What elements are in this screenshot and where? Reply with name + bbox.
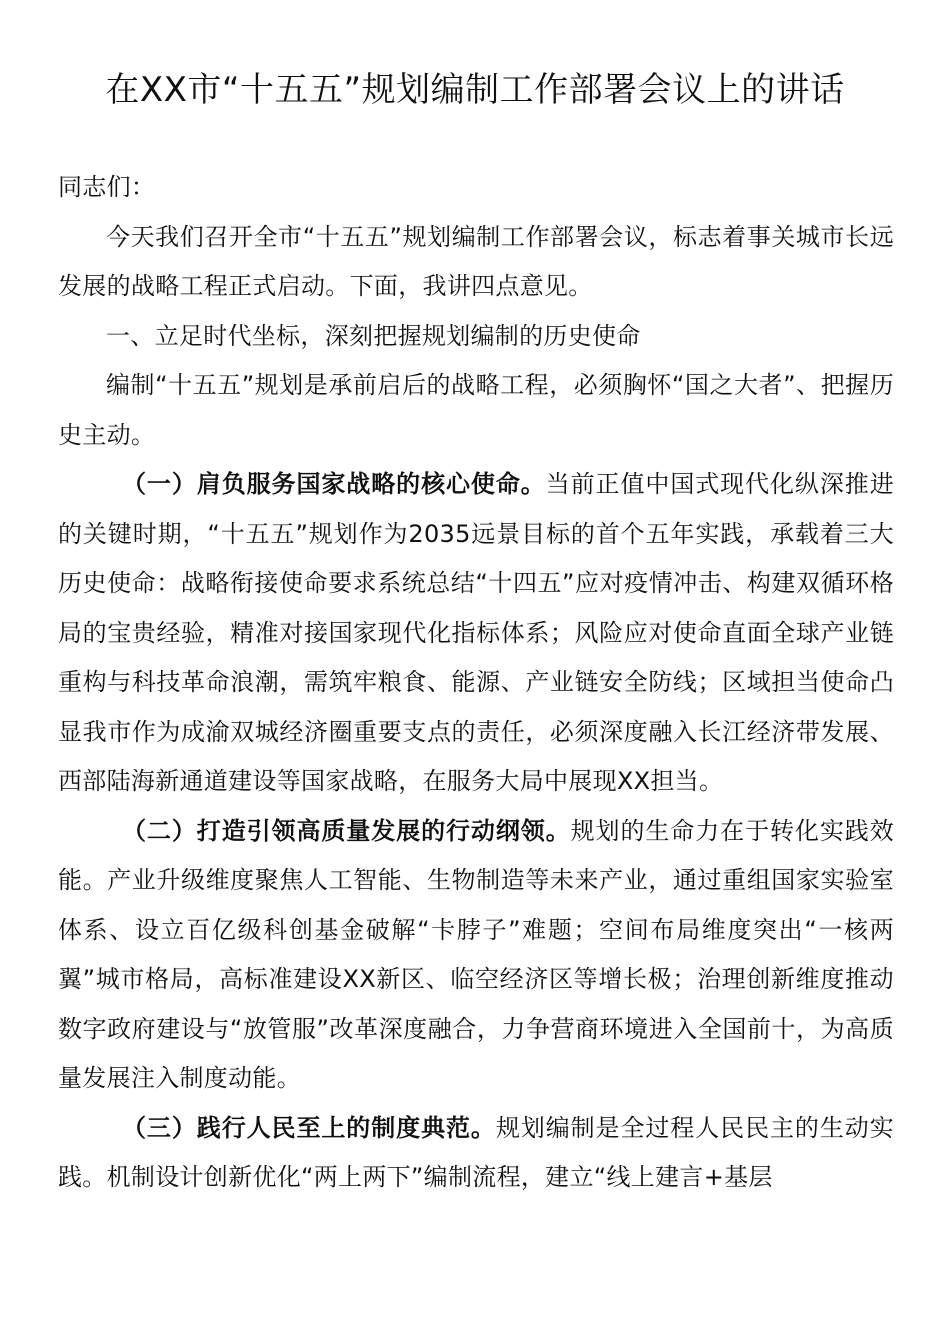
subsection-heading-1: （一）肩负服务国家战略的核心使命。 xyxy=(122,470,546,498)
subsection-text-2: 规划的生命力在于转化实践效能。产业升级维度聚焦人工智能、生物制造等未来产业，通过重组国家实验室体系、设立百亿级科创基金破解“卡脖子”难题；空间布局维度突出“一核两翼”城市格局，高标准建设XX新区、临空经济区等增长极；治理创新维度推动数字政府建设与“放管服”改革深度融合，力争营商环境进入全国前十，为高质量发展注入制度动能。 xyxy=(58,816,894,1092)
subsection-paragraph-2 xyxy=(58,807,894,1104)
subsection-text-1: 当前正值中国式现代化纵深推进的关键时期，“十五五”规划作为2035远景目标的首个五年实践，承载着三大历史使命：战略衔接使命要求系统总结“十四五”应对疫情冲击、构建双循环格局的宝贵经验，精准对接国家现代化指标体系；风险应对使命直面全球产业链重构与科技革命浪潮，需筑牢粮食、能源、产业链安全防线；区域担当使命凸显我市作为成渝双城经济圈重要支点的责任，必须深度融入长江经济带发展、西部陆海新通道建设等国家战略，在服务大局中展现XX担当。 xyxy=(58,470,894,795)
intro-paragraph: 今天我们召开全市“十五五”规划编制工作部署会议，标志着事关城市长远发展的战略工程正式启动。下面，我讲四点意见。 xyxy=(58,222,894,300)
salutation: 同志们： xyxy=(58,173,156,201)
subsection-paragraph-1 xyxy=(58,460,894,807)
section-heading: 一、立足时代坐标，深刻把握规划编制的历史使命 xyxy=(106,321,641,350)
document-title: 在XX市“十五五”规划编制工作部署会议上的讲话 xyxy=(105,70,845,110)
document-body xyxy=(58,163,894,1203)
subsection-text-3: 规划编制是全过程人民民主的生动实践。机制设计创新优化“两上两下”编制流程，建立“线上建言+基层 xyxy=(58,1113,894,1191)
subsection-heading-2: （二）打造引领高质量发展的行动纲领。 xyxy=(122,816,571,845)
section-lead-paragraph: 编制“十五五”规划是承前启后的战略工程，必须胸怀“国之大者”、把握历史主动。 xyxy=(58,371,894,449)
subsection-paragraph-3 xyxy=(58,1104,894,1203)
subsection-heading-3: （三）践行人民至上的制度典范。 xyxy=(122,1113,496,1142)
